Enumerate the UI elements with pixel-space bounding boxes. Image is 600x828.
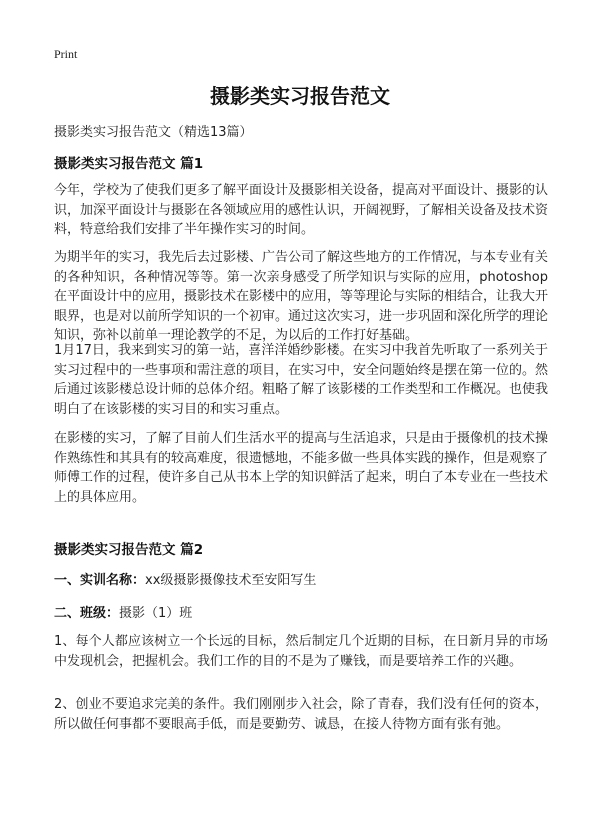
paragraph-6: 2、创业不要追求完美的条件。我们刚刚步入社会，除了青春，我们没有任何的资本，所以做任何事都不要眼高手低，而是要勤劳、诚恳，在接人待物方面有张有弛。 bbox=[54, 697, 548, 732]
paragraph-5: 1、每个人都应该树立一个长远的目标，然后制定几个近期的目标，在日新月异的市场中发现机会，把握机会。我们工作的目的不是为了赚钱，而是要培养工作的兴趣。 bbox=[54, 634, 548, 669]
paragraph-2: 为期半年的实习，我先后去过影楼、广告公司了解这些地方的工作情况，与本专业有关的各种知识，各种情况等等。第一次亲身感受了所学知识与实际的应用，photoshop在平面设计中的应用，摄影技术在影楼中的应用，等等理论与实际的相结合，让我大开眼界，也是对以前所学知识的一个初审。通过这次实习，进一步巩固和深化所学的理论知识，弥补以前单一理论教学的不足，为以后的工作打好基础。 bbox=[54, 250, 549, 343]
class-value: 摄影（1）班 bbox=[119, 606, 193, 621]
class-label: 二、班级： bbox=[54, 606, 120, 621]
document-title: 摄影类实习报告范文 bbox=[210, 84, 390, 108]
class-line bbox=[54, 602, 192, 621]
paragraph-3: 1月17日，我来到实习的第一站，喜洋洋婚纱影楼。在实习中我首先听取了一系列关于实习过程中的一些事项和需注意的项目，在实习中，安全问题始终是摆在第一位的。然后通过该影楼总设计师的总体介绍。粗略了解了该影楼的工作类型和工作概况。也使我明白了在该影楼的实习目的和实习重点。 bbox=[54, 343, 549, 417]
document-subtitle: 摄影类实习报告范文（精选13篇） bbox=[54, 125, 253, 140]
section-heading-1: 摄影类实习报告范文 篇1 bbox=[54, 156, 204, 172]
print-label[interactable]: Print bbox=[54, 47, 78, 61]
training-name-label: 一、实训名称： bbox=[54, 573, 146, 588]
paragraph-1: 今年，学校为了使我们更多了解平面设计及摄影相关设备，提高对平面设计、摄影的认识，加深平面设计与摄影在各领域应用的感性认识，开阔视野，了解相关设备及技术资料，特意给我们安排了半年操作实习的时间。 bbox=[54, 183, 549, 237]
training-name-value: xx级摄影摄像技术至安阳写生 bbox=[145, 573, 317, 588]
training-name-line bbox=[54, 569, 316, 588]
paragraph-4: 在影楼的实习，了解了目前人们生活水平的提高与生活追求，只是由于摄像机的技术操作熟练性和其具有的较高难度，很遗憾地，不能多做一些具体实践的操作，但是观察了师傅工作的过程，使许多自己从书本上学的知识鲜活了起来，明白了本专业在一些技术上的具体应用。 bbox=[54, 431, 549, 505]
section-heading-2: 摄影类实习报告范文 篇2 bbox=[54, 542, 204, 558]
